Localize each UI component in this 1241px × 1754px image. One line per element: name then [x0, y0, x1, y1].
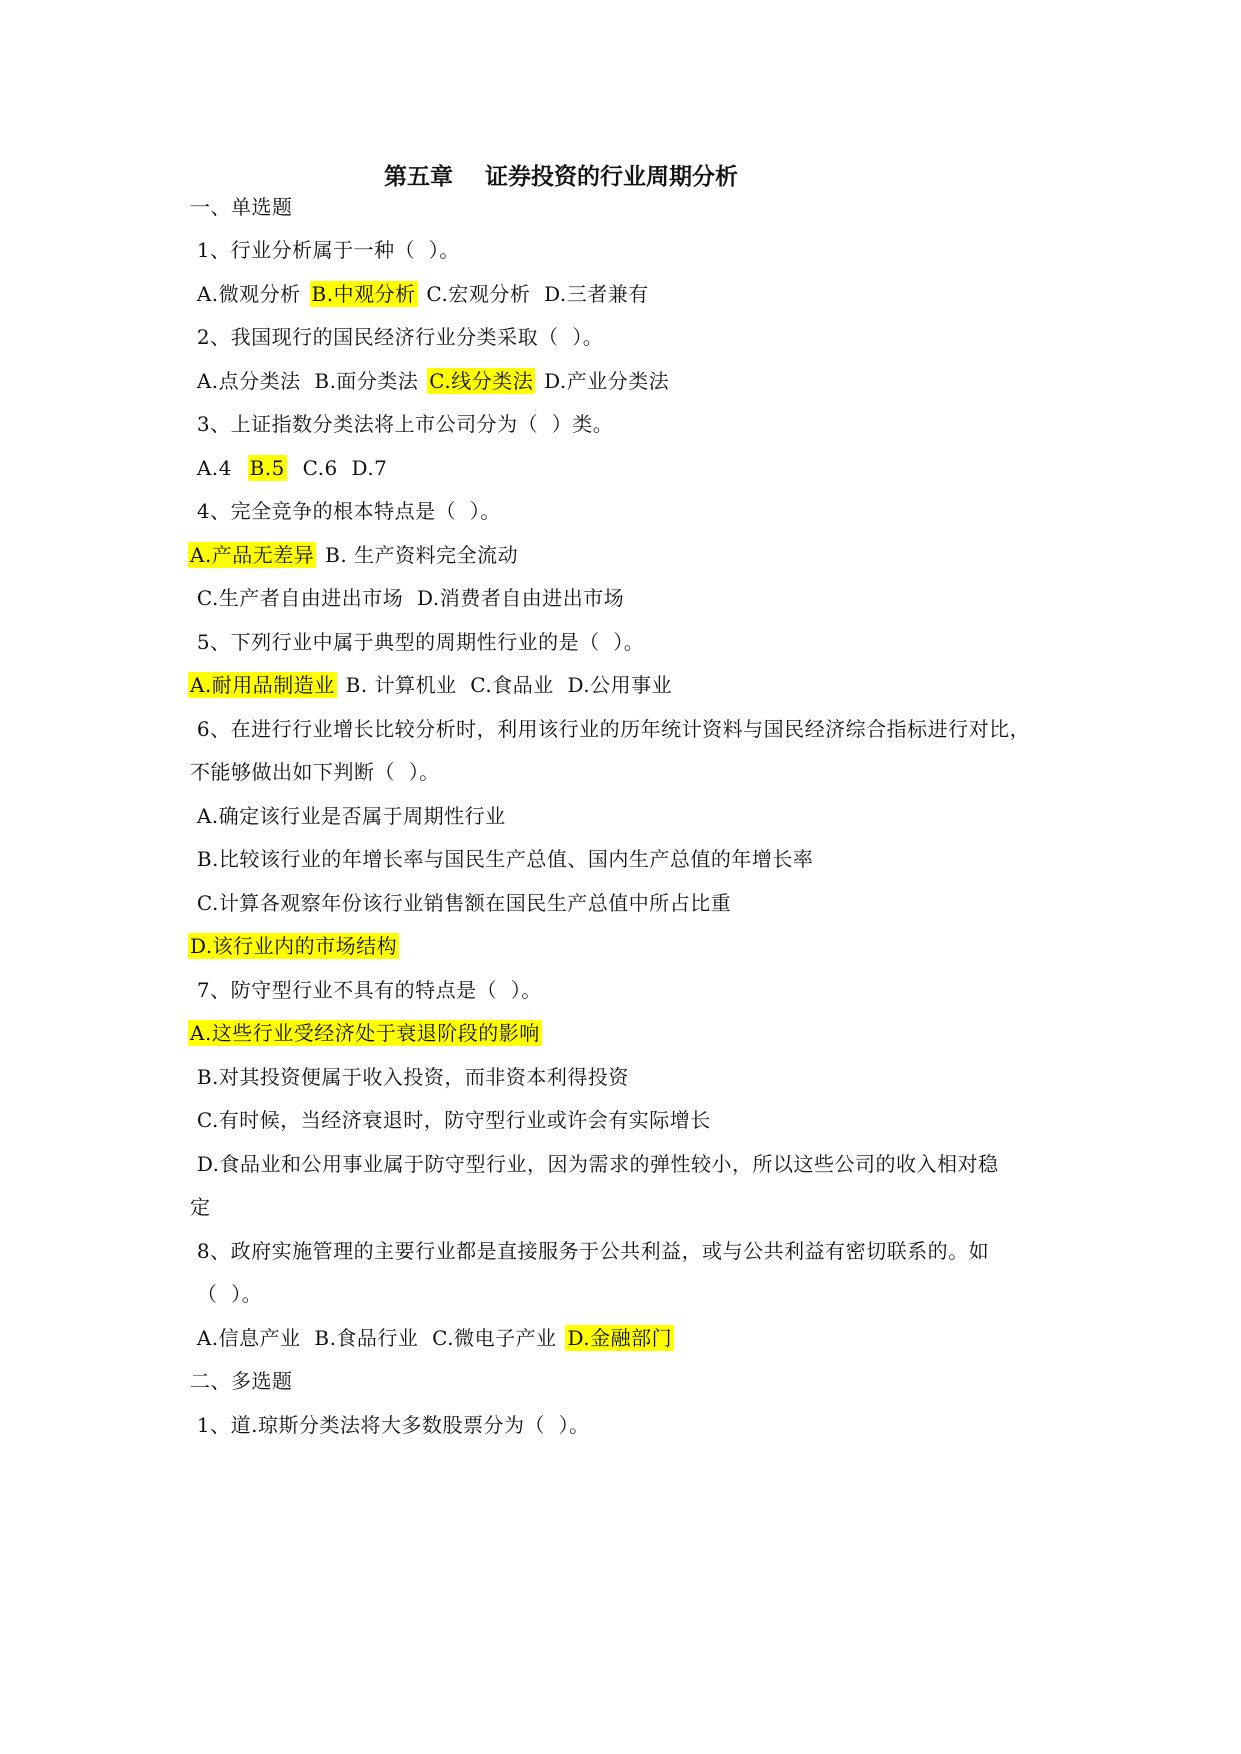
text-line [188, 454, 389, 482]
text-line [188, 584, 626, 612]
text-line [188, 976, 544, 1004]
chapter-title: 第五章 证券投资的行业周期分析 [383, 163, 739, 190]
text-line [188, 410, 615, 438]
text-segment: C.计算各观察年份该行业销售额在国民生产总值中所占比重 [190, 891, 732, 915]
text-line [188, 1106, 713, 1134]
highlighted-answer: A.这些行业受经济处于衰退阶段的影响 [190, 1021, 540, 1045]
text-segment: A.点分类法 B.面分类法 [190, 369, 426, 393]
text-line [188, 1193, 213, 1221]
text-line [188, 758, 442, 786]
text-line [188, 323, 605, 351]
text-segment: A.微观分析 [190, 282, 308, 306]
text-segment: 4、完全竞争的根本特点是（ ）。 [190, 499, 501, 523]
text-segment: 二、多选题 [190, 1369, 293, 1393]
highlighted-answer: A.耐用品制造业 [190, 673, 335, 697]
text-segment: D.产业分类法 [537, 369, 670, 393]
text-segment: B. 生产资料完全流动 [318, 543, 519, 567]
text-segment: 1、道.琼斯分类法将大多数股票分为（ ）。 [190, 1413, 590, 1437]
text-line [188, 1237, 991, 1265]
text-segment: C.宏观分析 D.三者兼有 [419, 282, 649, 306]
text-line [188, 1367, 295, 1395]
text-line [188, 193, 295, 221]
text-segment: B. 计算机业 C.食品业 D.公用事业 [338, 673, 673, 697]
text-segment: 5、下列行业中属于典型的周期性行业的是（ ）。 [190, 630, 645, 654]
text-segment: 8、政府实施管理的主要行业都是直接服务于公共利益，或与公共利益有密切联系的。如 [190, 1239, 990, 1263]
text-segment: C.6 D.7 [288, 456, 388, 480]
text-line [188, 1063, 631, 1091]
text-line [188, 541, 520, 569]
text-line [188, 671, 674, 699]
text-line [188, 497, 503, 525]
highlighted-answer: D.金融部门 [567, 1326, 673, 1350]
text-line [188, 280, 651, 308]
text-segment: 不能够做出如下判断（ ）。 [190, 760, 440, 784]
text-line [188, 1150, 1001, 1178]
text-segment: A.确定该行业是否属于周期性行业 [190, 804, 506, 828]
text-line [188, 628, 646, 656]
text-segment: 7、防守型行业不具有的特点是（ ）。 [190, 978, 542, 1002]
text-segment: 6、在进行行业增长比较分析时，利用该行业的历年统计资料与国民经济综合指标进行对比， [190, 717, 1031, 741]
text-line [188, 1019, 542, 1047]
text-line [188, 889, 733, 917]
text-segment: 1、行业分析属于一种（ ）。 [190, 238, 460, 262]
text-segment: D.食品业和公用事业属于防守型行业，因为需求的弹性较小，所以这些公司的收入相对稳 [190, 1152, 999, 1176]
text-line [188, 236, 462, 264]
text-segment: （ ）。 [190, 1282, 263, 1306]
text-segment: 定 [190, 1195, 211, 1219]
text-segment: A.信息产业 B.食品行业 C.微电子产业 [190, 1326, 564, 1350]
text-segment: C.生产者自由进出市场 D.消费者自由进出市场 [190, 586, 625, 610]
text-segment: C.有时候，当经济衰退时，防守型行业或许会有实际增长 [190, 1108, 711, 1132]
highlighted-answer: D.该行业内的市场结构 [190, 934, 398, 958]
text-segment: 2、我国现行的国民经济行业分类采取（ ）。 [190, 325, 604, 349]
text-line [188, 932, 399, 960]
text-segment: B.比较该行业的年增长率与国民生产总值、国内生产总值的年增长率 [190, 847, 814, 871]
text-line [188, 715, 1032, 743]
text-line [188, 802, 508, 830]
text-line [188, 1411, 592, 1439]
highlighted-answer: A.产品无差异 [190, 543, 315, 567]
text-line [188, 1324, 674, 1352]
highlighted-answer: C.线分类法 [429, 369, 534, 393]
text-segment: A.4 [190, 456, 246, 480]
text-segment: 3、上证指数分类法将上市公司分为（ ）类。 [190, 412, 614, 436]
highlighted-answer: B.中观分析 [311, 282, 416, 306]
text-line [188, 1280, 264, 1308]
text-segment: 一、单选题 [190, 195, 293, 219]
text-line [188, 367, 671, 395]
highlighted-answer: B.5 [249, 456, 285, 480]
text-segment: B.对其投资便属于收入投资，而非资本利得投资 [190, 1065, 629, 1089]
text-line [188, 845, 815, 873]
